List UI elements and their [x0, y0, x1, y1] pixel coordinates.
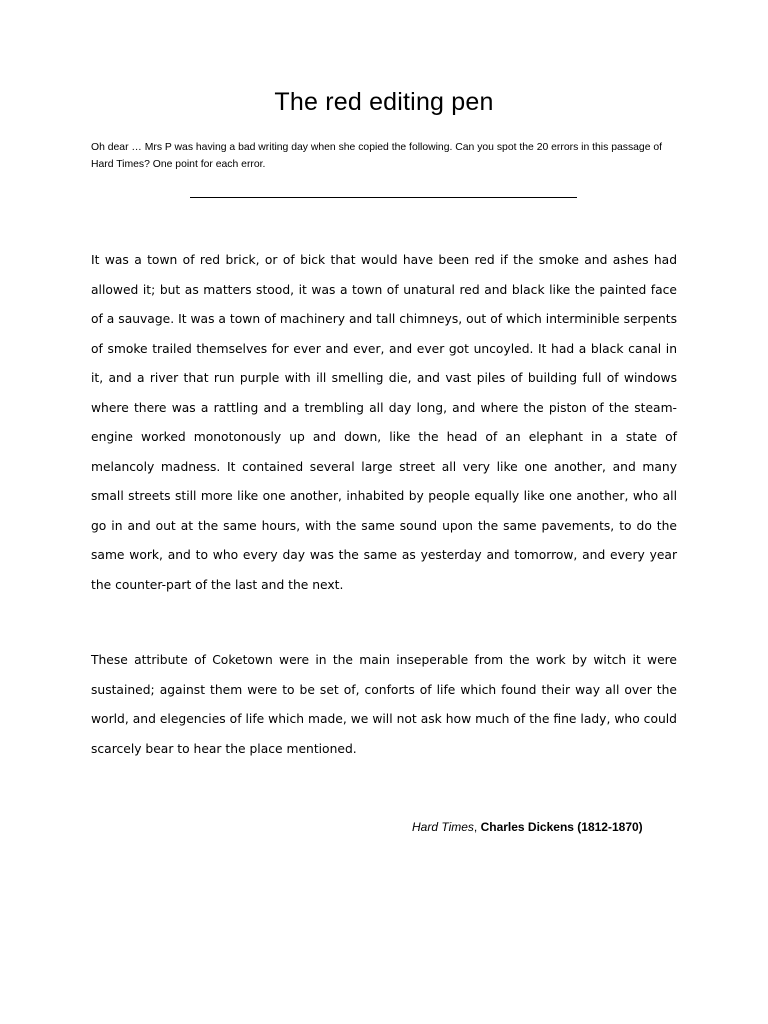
page-title: The red editing pen	[274, 88, 494, 116]
citation-work-title: Hard Times	[412, 820, 474, 834]
divider-line	[190, 197, 577, 198]
citation	[412, 820, 643, 834]
citation-author: Charles Dickens (1812-1870)	[480, 820, 643, 834]
citation-separator: ,	[473, 820, 481, 834]
passage-paragraph-1: It was a town of red brick, or of bick that would have been red if the smoke and ashes had allowed it; but as matters stood, it was a town of unatural red and black like the painted face of a sauvage. It was a town of machinery and tall chimneys, out of which interminible serpents of smoke trailed themselves for ever and ever, and ever got uncoyled. It had a black canal in it, and a river that run purple with ill smelling die, and vast piles of building full of windows where there was a rattling and a trembling all day long, and where the piston of the steam-engine worked monotonously up and down, like the head of an elephant in a state of melancoly madness. It contained several large street all very like one another, and many small streets still more like one another, inhabited by people equally like one another, who all go in and out at the same hours, with the same sound upon the same pavements, to do the same work, and to who every day was the same as yesterday and tomorrow, and every year the counter-part of the last and the next.	[91, 253, 677, 592]
passage-paragraph-2: These attribute of Coketown were in the main inseperable from the work by witch it were sustained; against them were to be set of, conforts of life which found their way all over the world, and elegencies of life which made, we will not ask how much of the fine lady, who could scarcely bear to hear the place mentioned.	[91, 653, 677, 756]
instructions: Oh dear … Mrs P was having a bad writing day when she copied the following. Can you spot the 20 errors in this passage of Hard Times? One point for each error.	[91, 142, 663, 170]
